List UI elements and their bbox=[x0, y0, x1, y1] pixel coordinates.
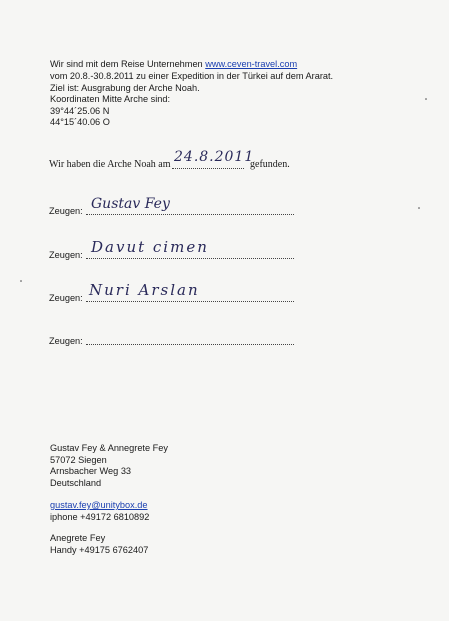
travel-website-link[interactable]: www.ceven-travel.com bbox=[205, 59, 298, 69]
found-prefix: Wir haben die Arche Noah am bbox=[49, 159, 171, 170]
coordinate-east: 44°15´40.06 O bbox=[50, 117, 110, 127]
witness-3-line bbox=[86, 301, 294, 302]
contact-handy: Handy +49175 6762407 bbox=[50, 545, 149, 555]
scan-speck bbox=[418, 207, 420, 209]
witness-3-label: Zeugen: bbox=[49, 293, 83, 303]
contact-city: 57072 Siegen bbox=[50, 455, 107, 465]
contact-name-2: Anegrete Fey bbox=[50, 533, 106, 543]
intro-line-4: Koordinaten Mitte Arche sind: bbox=[50, 94, 171, 104]
intro-line-1-text: Wir sind mit dem Reise Unternehmen bbox=[50, 59, 206, 69]
scan-speck bbox=[20, 280, 22, 282]
scan-speck bbox=[425, 98, 427, 100]
witness-1-line bbox=[86, 214, 294, 215]
witness-1-signature: Gustav Fey bbox=[91, 196, 170, 212]
witness-1-label: Zeugen: bbox=[49, 206, 83, 216]
found-suffix: gefunden. bbox=[250, 159, 290, 170]
witness-2-signature: Davut cimen bbox=[91, 238, 209, 256]
contact-email-link[interactable]: gustav.fey@unitybox.de bbox=[50, 500, 148, 510]
found-date-handwritten: 24.8.2011 bbox=[174, 149, 255, 165]
intro-line-3: Ziel ist: Ausgrabung der Arche Noah. bbox=[50, 83, 200, 93]
witness-3-signature: Nuri Arslan bbox=[89, 281, 200, 299]
intro-line-2: vom 20.8.-30.8.2011 zu einer Expedition in der Türkei auf dem Ararat. bbox=[50, 71, 334, 81]
contact-names: Gustav Fey & Annegrete Fey bbox=[50, 443, 168, 453]
contact-iphone: iphone +49172 6810892 bbox=[50, 512, 150, 522]
witness-4-label: Zeugen: bbox=[49, 336, 83, 346]
witness-2-line bbox=[86, 258, 294, 259]
witness-4-line bbox=[86, 344, 294, 345]
contact-street: Arnsbacher Weg 33 bbox=[50, 466, 132, 476]
intro-line-1 bbox=[50, 59, 297, 70]
witness-2-label: Zeugen: bbox=[49, 250, 83, 260]
date-underline bbox=[172, 168, 244, 169]
coordinate-north: 39°44´25.06 N bbox=[50, 106, 110, 116]
contact-country: Deutschland bbox=[50, 478, 102, 488]
